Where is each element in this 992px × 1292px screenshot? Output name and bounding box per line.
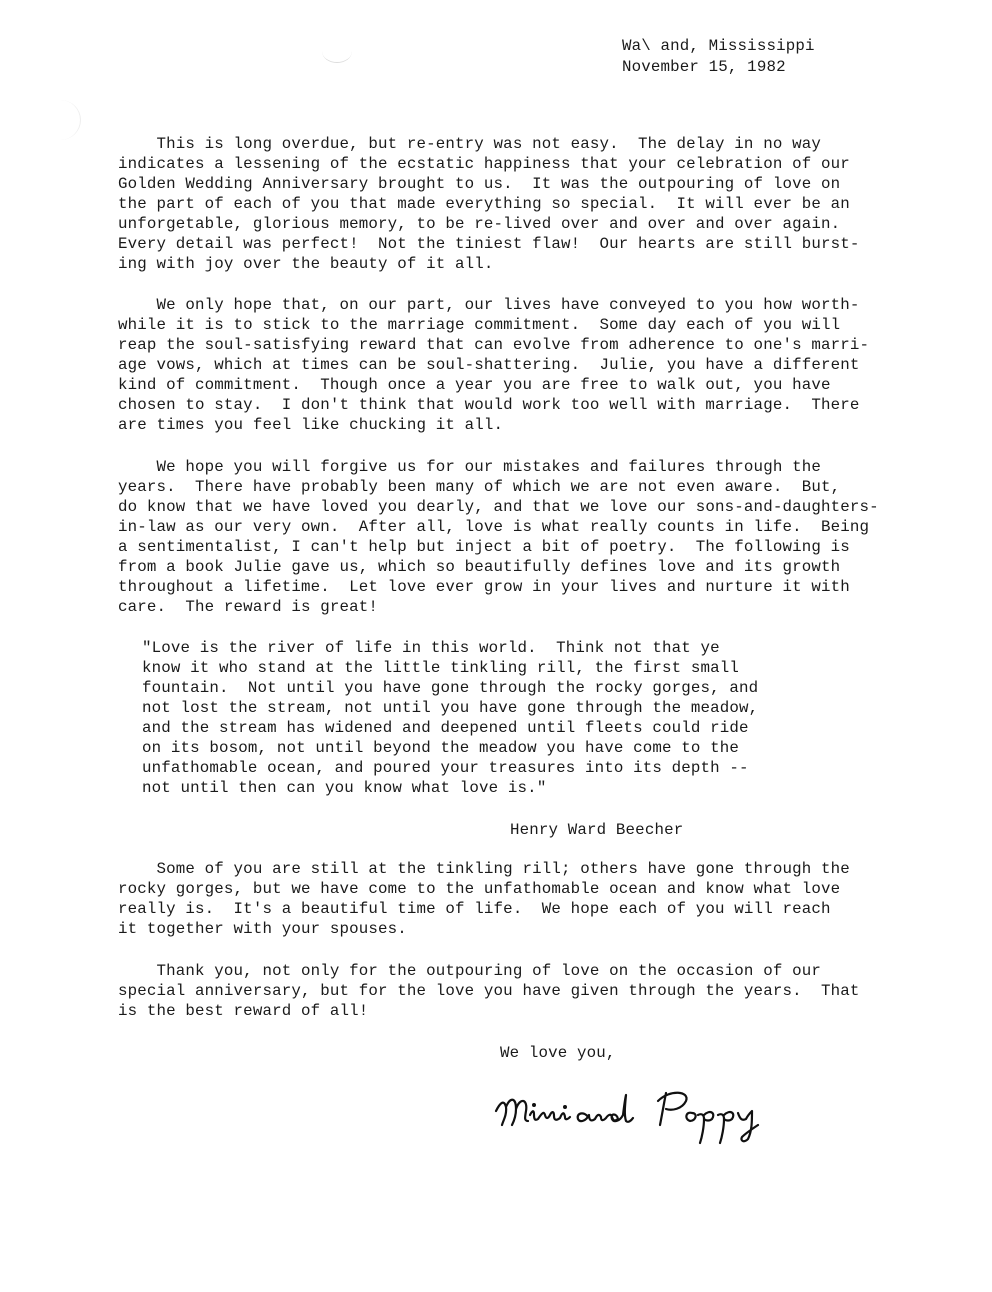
paragraph-line: it together with your spouses. — [118, 920, 407, 938]
signature-drawing — [490, 1085, 790, 1145]
quote-line: know it who stand at the little tinkling rill, the first small — [142, 659, 740, 677]
quote-attribution: Henry Ward Beecher — [510, 821, 684, 839]
paragraph-line: Every detail was perfect! Not the tiniest flaw! Our hearts are still burst- — [118, 235, 860, 253]
paragraph-line: in-law as our very own. After all, love is what really counts in life. Being — [118, 518, 870, 536]
paragraph-line: the part of each of you that made everything so special. It will ever be an — [118, 195, 850, 213]
paragraph-line: a sentimentalist, I can't help but inject a bit of poetry. The following is — [118, 538, 850, 556]
letter-paragraph-1 — [118, 134, 860, 274]
paragraph-line: Some of you are still at the tinkling rill; others have gone through the — [118, 860, 850, 878]
paragraph-line: reap the soul-satisfying reward that can evolve from adherence to one's marri- — [118, 336, 870, 354]
scan-smudge — [40, 100, 81, 140]
paragraph-line: kind of commitment. Though once a year you are free to walk out, you have — [118, 376, 831, 394]
quote-line: unfathomable ocean, and poured your treasures into its depth -- — [142, 759, 749, 777]
quote-line: not lost the stream, not until you have gone through the meadow, — [142, 699, 759, 717]
letter-date: November 15, 1982 — [622, 58, 786, 76]
paragraph-line: do know that we have loved you dearly, and that we love our sons-and-daughters- — [118, 498, 879, 516]
paragraph-line: We only hope that, on our part, our lives have conveyed to you how worth- — [118, 296, 860, 314]
paragraph-line: really is. It's a beautiful time of life. We hope each of you will reach — [118, 900, 831, 918]
quote-line: on its bosom, not until beyond the meadow you have come to the — [142, 739, 740, 757]
paragraph-line: unforgetable, glorious memory, to be re-lived over and over and over again. — [118, 215, 841, 233]
paragraph-line: We hope you will forgive us for our mistakes and failures through the — [118, 458, 821, 476]
paragraph-line: Golden Wedding Anniversary brought to us. It was the outpouring of love on — [118, 175, 841, 193]
beecher-quote — [142, 638, 758, 798]
paragraph-line: Thank you, not only for the outpouring of love on the occasion of our — [118, 962, 821, 980]
paragraph-line: is the best reward of all! — [118, 1002, 369, 1020]
closing-salutation: We love you, — [500, 1044, 616, 1062]
quote-line: not until then can you know what love is." — [142, 779, 547, 797]
paragraph-line: ing with joy over the beauty of it all. — [118, 255, 494, 273]
letter-paragraph-2 — [118, 295, 869, 435]
letter-paragraph-5 — [118, 961, 860, 1021]
paragraph-line: chosen to stay. I don't think that would work too well with marriage. There — [118, 396, 860, 414]
scan-smudge — [322, 40, 352, 63]
paragraph-line: rocky gorges, but we have come to the unfathomable ocean and know what love — [118, 880, 841, 898]
paragraph-line: years. There have probably been many of which we are not even aware. But, — [118, 478, 841, 496]
letter-paragraph-4 — [118, 859, 850, 939]
paragraph-line: throughout a lifetime. Let love ever grow in your lives and nurture it with — [118, 578, 850, 596]
handwritten-signature — [490, 1085, 790, 1145]
paragraph-line: indicates a lessening of the ecstatic happiness that your celebration of our — [118, 155, 850, 173]
paragraph-line: from a book Julie gave us, which so beautifully defines love and its growth — [118, 558, 841, 576]
quote-line: fountain. Not until you have gone through the rocky gorges, and — [142, 679, 759, 697]
paragraph-line: care. The reward is great! — [118, 598, 379, 616]
paragraph-line: special anniversary, but for the love you have given through the years. That — [118, 982, 860, 1000]
quote-line: and the stream has widened and deepened until fleets could ride — [142, 719, 749, 737]
quote-line: "Love is the river of life in this world. Think not that ye — [142, 639, 720, 657]
paragraph-line: while it is to stick to the marriage commitment. Some day each of you will — [118, 316, 841, 334]
paragraph-line: This is long overdue, but re-entry was not easy. The delay in no way — [118, 135, 821, 153]
letter-paragraph-3 — [118, 457, 879, 617]
paragraph-line: are times you feel like chucking it all. — [118, 416, 504, 434]
letter-place: Wa\ and, Mississippi — [622, 37, 815, 55]
paragraph-line: age vows, which at times can be soul-shattering. Julie, you have a different — [118, 356, 860, 374]
